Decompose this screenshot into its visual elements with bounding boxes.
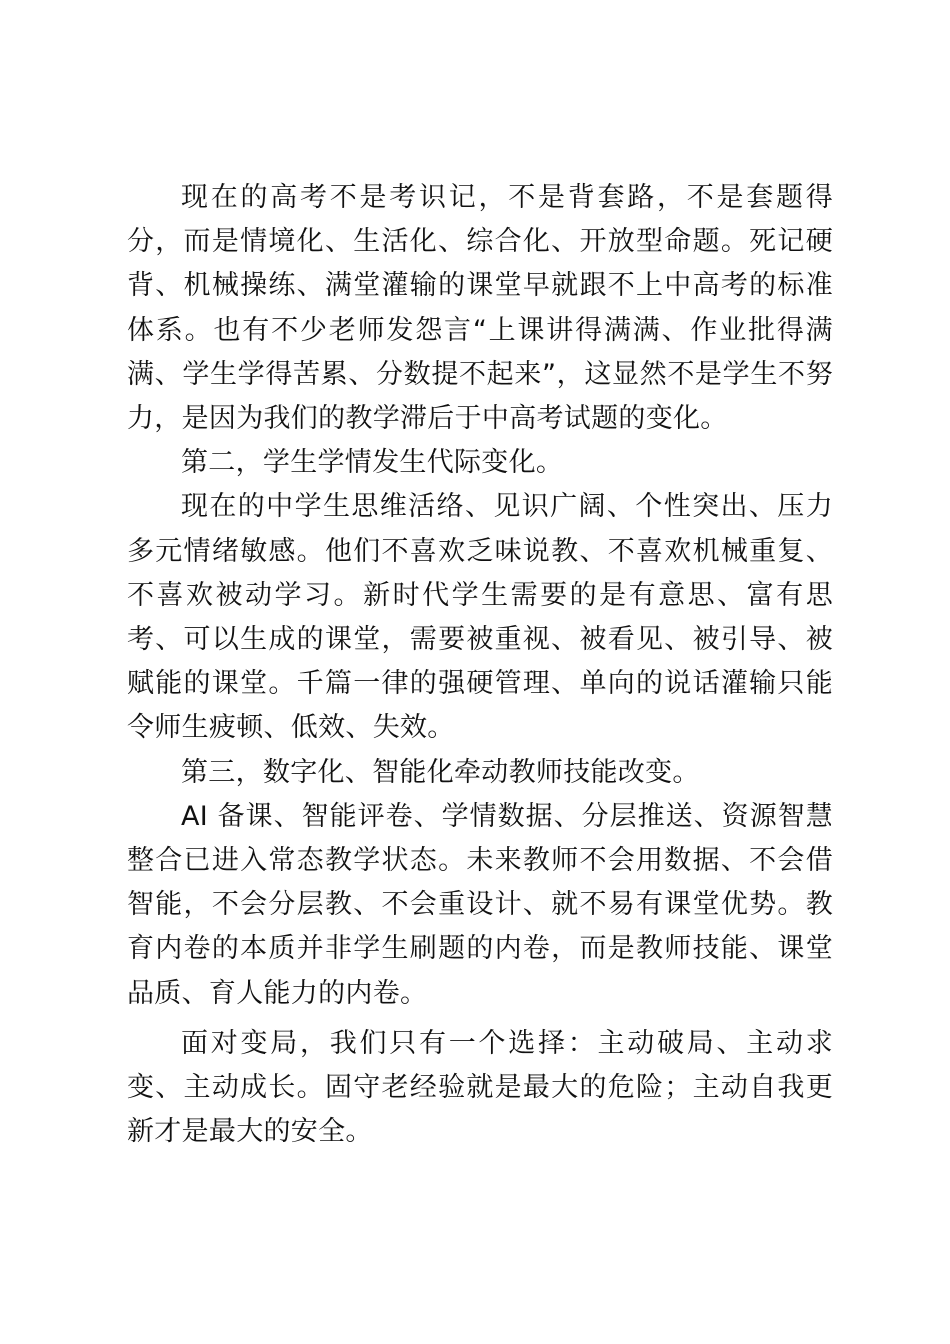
paragraph: 现在的高考不是考识记，不是背套路，不是套题得分，而是情境化、生活化、综合化、开放型命题。死记硬背、机械操练、满堂灌输的课堂早就跟不上中高考的标准体系。也有不少老师发怨言“上课讲得满满、作业批得满满、学生学得苦累、分数提不起来”，这显然不是学生不努力，是因为我们的教学滞后于中高考试题的变化。 — [127, 182, 833, 435]
paragraph: 第三，数字化、智能化牵动教师技能改变。 — [181, 756, 700, 788]
paragraph: 面对变局，我们只有一个选择：主动破局、主动求变、主动成长。固守老经验就是最大的危险；主动自我更新才是最大的安全。 — [127, 1027, 833, 1148]
paragraph: 现在的中学生思维活络、见识广阔、个性突出、压力多元情绪敏感。他们不喜欢乏味说教、不喜欢机械重复、不喜欢被动学习。新时代学生需要的是有意思、富有思考、可以生成的课堂，需要被重视、被看见、被引导、被赋能的课堂。千篇一律的强硬管理、单向的说话灌输只能令师生疲顿、低效、失效。 — [127, 491, 833, 744]
paragraph: 第二，学生学情发生代际变化。 — [181, 447, 564, 479]
paragraph: AI 备课、智能评卷、学情数据、分层推送、资源智慧整合已进入常态教学状态。未来教师不会用数据、不会借智能，不会分层教、不会重设计、就不易有课堂优势。教育内卷的本质并非学生刷题的内卷，而是教师技能、课堂品质、育人能力的内卷。 — [127, 800, 833, 1009]
body-text — [127, 176, 833, 1154]
